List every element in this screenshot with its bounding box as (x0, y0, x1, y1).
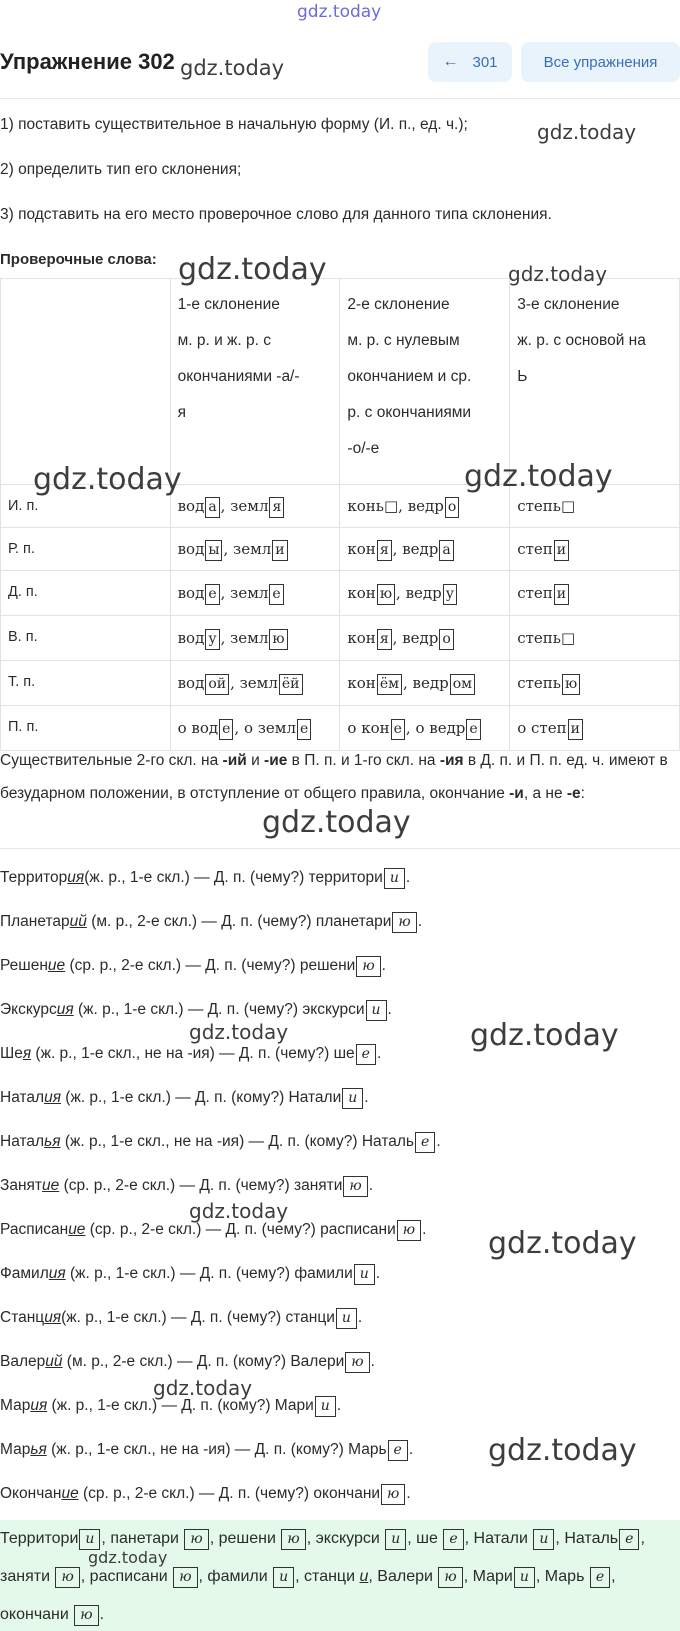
watermark: gdz.today (33, 462, 182, 497)
case-label: В. п. (1, 616, 171, 661)
declension-cell: степь□ (510, 485, 680, 528)
rule-paragraph: Существительные 2-го скл. на -ий и -ие в П. п. и 1-го скл. на -ия в Д. п. и П. п. ед. ч. имеют в безударном положении, в отступление от общего правила, окончание -и, а не -е: (0, 752, 668, 802)
ending-box: ём (377, 674, 402, 695)
watermark: gdz.today (189, 1199, 289, 1223)
example-line: Занятие (ср. р., 2-е скл.) — Д. п. (чему?) заняти ю . (0, 1176, 373, 1197)
header-decl-2: 2-е склонение м. р. с нулевым окончанием и ср. р. с окончаниями -о/-е (340, 279, 510, 485)
step-1: 1) поставить существительное в начальную форму (И. п., ед. ч.); (0, 116, 468, 133)
ending-box: и (568, 719, 583, 740)
watermark: gdz.today (488, 1433, 637, 1468)
watermark: gdz.today (488, 1226, 637, 1261)
watermark: gdz.today (464, 459, 613, 494)
table-row (1, 528, 680, 571)
answer-block (0, 1520, 680, 1631)
ending-underlined: ие (61, 1485, 79, 1502)
ending-box: я (377, 629, 392, 650)
ending-box: е (269, 584, 283, 605)
declension-cell: кон ю , ведр у (340, 571, 510, 616)
declension-cell: вод ой , земл ёй (170, 661, 340, 706)
case-label: П. п. (1, 706, 171, 751)
ending-box: ю (392, 912, 416, 933)
watermark: gdz.today (262, 805, 411, 840)
declension-cell: конь□, ведр о (340, 485, 510, 528)
case-label: Д. п. (1, 571, 171, 616)
ending-box: а (439, 540, 453, 561)
step-2: 2) определить тип его склонения; (0, 161, 242, 178)
ending-box: ом (450, 674, 475, 695)
prev-exercise-label: 301 (472, 53, 498, 71)
ending-box: и (554, 584, 569, 605)
example-line: Окончание (ср. р., 2-е скл.) — Д. п. (чему?) окончани ю . (0, 1484, 411, 1505)
example-line: Марья (ж. р., 1-е скл., не на -ия) — Д. п. (кому?) Марь е . (0, 1440, 413, 1461)
declension-cell: вод ы , земл и (170, 528, 340, 571)
ending-underlined: ий (69, 913, 87, 930)
declension-cell: вод а , земл я (170, 485, 340, 528)
divider (0, 98, 680, 99)
watermark: gdz.today (508, 262, 608, 286)
arrow-left-icon: ← (442, 53, 459, 70)
ending-box: ю (184, 1529, 208, 1550)
ending-box: ю (562, 674, 580, 695)
example-line: Наталия (ж. р., 1-е скл.) — Д. п. (кому?) Натали и . (0, 1088, 369, 1109)
ending-box: е (205, 584, 219, 605)
watermark: gdz.today (189, 1020, 289, 1044)
ending-box: ю (345, 1352, 369, 1373)
ending-underlined: ия (44, 1089, 61, 1106)
ending-box: е (590, 1567, 610, 1588)
ending-box: и (514, 1567, 535, 1588)
example-line: Шея (ж. р., 1-е скл., не на -ия) — Д. п. (чему?) ше е . (0, 1044, 381, 1065)
watermark: gdz.today (88, 1548, 168, 1567)
declension-cell: степь□ (510, 616, 680, 661)
ending-underlined: ья (44, 1133, 61, 1150)
ending-box: е (466, 719, 480, 740)
ending-box: я (377, 540, 392, 561)
ending-box: у (443, 584, 457, 605)
ending-box: е (415, 1132, 435, 1153)
ending-underlined: ья (30, 1441, 47, 1458)
ending-underlined: ия (30, 1397, 48, 1414)
ending-box: ю (397, 1220, 421, 1241)
ending-box: ю (55, 1567, 79, 1588)
ending-box: и (273, 1567, 294, 1588)
example-line: Решение (ср. р., 2-е скл.) — Д. п. (чему?) решени ю . (0, 956, 386, 977)
ending-box: ёй (279, 674, 303, 695)
declension-cell: о степ и (510, 706, 680, 751)
example-line: Мария (ж. р., 1-е скл.) — Д. п. (кому?) Мари и . (0, 1396, 341, 1417)
check-words-title: Проверочные слова: (0, 251, 157, 268)
ending-box: у (205, 629, 219, 650)
all-exercises-button[interactable]: Все упражнения (521, 42, 680, 82)
header-decl-3: 3-е склонение ж. р. с основой на Ь (510, 279, 680, 485)
ending-underlined: ие (68, 1221, 86, 1238)
ending-box: ы (205, 540, 222, 561)
ending-box: ю (377, 584, 395, 605)
case-label: Р. п. (1, 528, 171, 571)
declension-cell: вод у , земл ю (170, 616, 340, 661)
ending-underlined: ие (47, 957, 66, 974)
ending-box: ю (438, 1567, 462, 1588)
ending-underlined: ия (67, 869, 85, 886)
watermark: gdz.today (470, 1018, 619, 1053)
ending-box: и (385, 1529, 406, 1550)
answer-text: Территори и , панетари ю , решени ю , экскурси и , ше е , Натали и , Наталь е , заняти ю , расписани ю , фамили и , станци и, Валери ю , Мари и , Марь е , окончани ю . (0, 1520, 680, 1631)
watermark: gdz.today (537, 120, 637, 144)
ending-box: я (269, 497, 284, 518)
example-line: Станция(ж. р., 1-е скл.) — Д. п. (чему?) станци и . (0, 1308, 362, 1329)
ending-box: о (445, 497, 459, 518)
prev-exercise-button[interactable] (428, 42, 512, 82)
example-line: Экскурсия (ж. р., 1-е скл.) — Д. п. (чему?) экскурси и . (0, 1000, 392, 1021)
ending-box: о (439, 629, 453, 650)
declension-cell: степ и (510, 528, 680, 571)
ending-box: е (388, 1440, 408, 1461)
ending-box: е (443, 1529, 463, 1550)
ending-box: ю (381, 1484, 405, 1505)
ending-box: и (315, 1396, 336, 1417)
declension-cell: о кон е , о ведр е (340, 706, 510, 751)
ending-box: и (354, 1264, 375, 1285)
ending-box: е (297, 719, 311, 740)
example-line: Наталья (ж. р., 1-е скл., не на -ия) — Д. п. (кому?) Наталь е . (0, 1132, 441, 1153)
ending-box: и (554, 540, 569, 561)
ending-box: и (342, 1088, 363, 1109)
declension-table (0, 278, 680, 751)
table-row (1, 616, 680, 661)
page-title: Упражнение 302 (0, 49, 175, 74)
ending-underlined: ие (42, 1177, 60, 1194)
ending-underlined: я (22, 1045, 32, 1062)
declension-cell: кон я , ведр а (340, 528, 510, 571)
ending-box: е (391, 719, 405, 740)
ending-box: и (336, 1308, 357, 1329)
ending-underlined: ия (56, 1001, 74, 1018)
declension-cell: вод е , земл е (170, 571, 340, 616)
ending-box: ю (343, 1176, 367, 1197)
example-line: Валерий (м. р., 2-е скл.) — Д. п. (кому?) Валери ю . (0, 1352, 375, 1373)
divider (0, 848, 680, 849)
example-line: Фамилия (ж. р., 1-е скл.) — Д. п. (чему?) фамили и . (0, 1264, 380, 1285)
example-line: Расписание (ср. р., 2-е скл.) — Д. п. (чему?) расписани ю . (0, 1220, 426, 1241)
watermark: gdz.today (178, 252, 327, 287)
ending-box: и (533, 1529, 554, 1550)
table-row (1, 571, 680, 616)
case-label: И. п. (1, 485, 171, 528)
ending-box: ю (281, 1529, 305, 1550)
ending-box: е (619, 1529, 639, 1550)
case-label: Т. п. (1, 661, 171, 706)
declension-cell: кон ём , ведр ом (340, 661, 510, 706)
watermark: gdz.today (180, 56, 285, 80)
ending-box: и (366, 1000, 387, 1021)
example-line: Планетарий (м. р., 2-е скл.) — Д. п. (чему?) планетари ю . (0, 912, 422, 933)
ending-box: и (384, 868, 405, 889)
ending-underlined: ий (45, 1353, 63, 1370)
ending-underlined: ия (44, 1309, 62, 1326)
declension-cell: степ и (510, 571, 680, 616)
ending-box: ой (205, 674, 229, 695)
watermark: gdz.today (153, 1376, 253, 1400)
ending-box: е (219, 719, 233, 740)
step-3: 3) подставить на его место проверочное слово для данного типа склонения. (0, 206, 552, 223)
page-header (0, 40, 680, 86)
ending-box: ю (269, 629, 287, 650)
ending-box: ю (173, 1567, 197, 1588)
declension-cell: кон я , ведр о (340, 616, 510, 661)
ending-underlined: и (359, 1568, 369, 1585)
ending-box: е (356, 1044, 376, 1065)
table-corner (1, 279, 171, 485)
watermark-top: gdz.today (297, 2, 382, 22)
declension-cell: о вод е , о земл е (170, 706, 340, 751)
ending-box: и (79, 1529, 100, 1550)
ending-underlined: ия (48, 1265, 66, 1282)
header-decl-1: 1-е склонение м. р. и ж. р. с окончаниями -а/- я (170, 279, 340, 485)
ending-box: ю (74, 1605, 98, 1626)
example-line: Территория(ж. р., 1-е скл.) — Д. п. (чему?) территори и . (0, 868, 410, 889)
ending-box: и (272, 540, 287, 561)
ending-box: ю (356, 956, 380, 977)
table-row (1, 661, 680, 706)
ending-box: а (205, 497, 219, 518)
declension-cell: степь ю (510, 661, 680, 706)
